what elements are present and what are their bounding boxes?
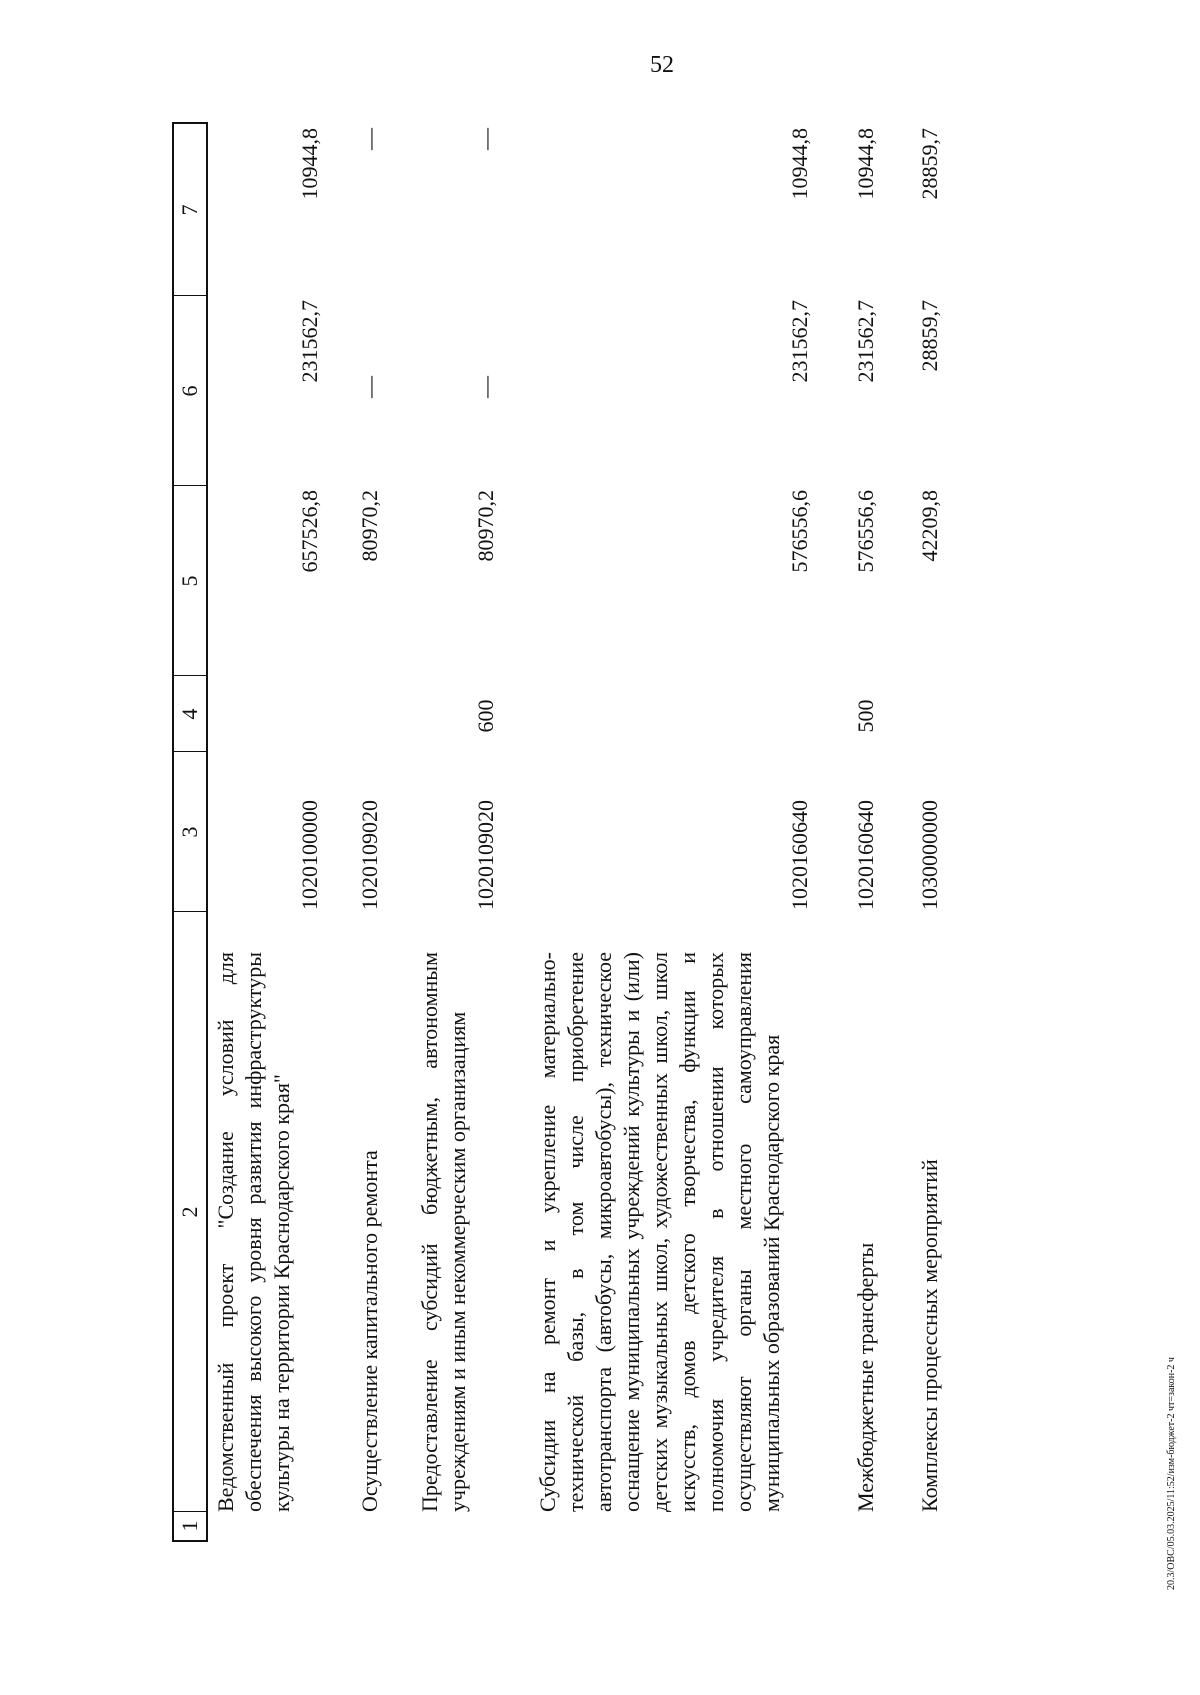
row-type: 500 [853, 699, 878, 733]
row-name: Субсидии на ремонт и укрепление материально-технической базы, в том числе приобретение автотранспорта (автобусы, микроавтобусы), техническое оснащение муниципальных учреждений культуры и (или) детских музыкальных школ, художественных школ, школ искусств, домов детского творчества, функции и полномочия учредителя в отношении которых осуществляют органы местного самоуправления муниципальных образований Краснодарского края [535, 952, 784, 1512]
row-sum5: 80970,2 [473, 490, 498, 562]
row-type: 600 [473, 699, 498, 733]
row-sum6: 231562,7 [787, 300, 812, 383]
row-sum5: 576556,6 [853, 490, 878, 573]
row-sum6: — [357, 376, 382, 398]
row-code: 1020160640 [853, 800, 878, 910]
header-col-2: 2 [177, 1206, 202, 1218]
row-name: Межбюджетные трансферты [853, 1242, 878, 1512]
row-name: Ведомственный проект "Создание условий для обеспечения высокого уровня развития инфраструктуры культуры на территории Краснодарского края" [213, 952, 294, 1512]
row-name: Осуществление капитального ремонта [357, 1150, 382, 1512]
row-code: 1030000000 [917, 800, 942, 910]
row-code: 1020100000 [297, 800, 322, 910]
row-code: 1020109020 [357, 800, 382, 910]
row-name: Комплексы процессных мероприятий [917, 1159, 942, 1512]
row-sum7: 10944,8 [853, 128, 878, 200]
row-sum6: 231562,7 [853, 300, 878, 383]
header-col-3: 3 [177, 826, 202, 838]
header-col-1: 1 [177, 1520, 202, 1532]
page-number: 52 [650, 52, 674, 78]
header-col-6: 6 [177, 385, 202, 397]
table-header-row [172, 122, 208, 1542]
row-sum6: 28859,7 [917, 300, 942, 372]
row-sum6: 231562,7 [297, 300, 322, 383]
row-code: 1020109020 [473, 800, 498, 910]
header-col-4: 4 [177, 708, 202, 720]
header-col-5: 5 [177, 575, 202, 587]
row-name: Предоставление субсидий бюджетным, автономным учреждениям и иным некоммерческим организациям [417, 952, 470, 1512]
header-col-7: 7 [177, 204, 202, 216]
document-footer-code: 20.3/OBC/05.03.2025/11:52/изм-бюджет-2 чт=закон-2 ч [1166, 1357, 1177, 1590]
row-sum7: 10944,8 [297, 128, 322, 200]
row-sum5: 576556,6 [787, 490, 812, 573]
row-sum7: — [357, 128, 382, 150]
row-sum5: 657526,8 [297, 490, 322, 573]
row-sum6: — [473, 376, 498, 398]
budget-table [172, 122, 1052, 1542]
row-code: 1020160640 [787, 800, 812, 910]
row-sum7: 28859,7 [917, 128, 942, 200]
row-sum5: 42209,8 [917, 490, 942, 562]
row-sum5: 80970,2 [357, 490, 382, 562]
row-sum7: — [473, 128, 498, 150]
row-sum7: 10944,8 [787, 128, 812, 200]
